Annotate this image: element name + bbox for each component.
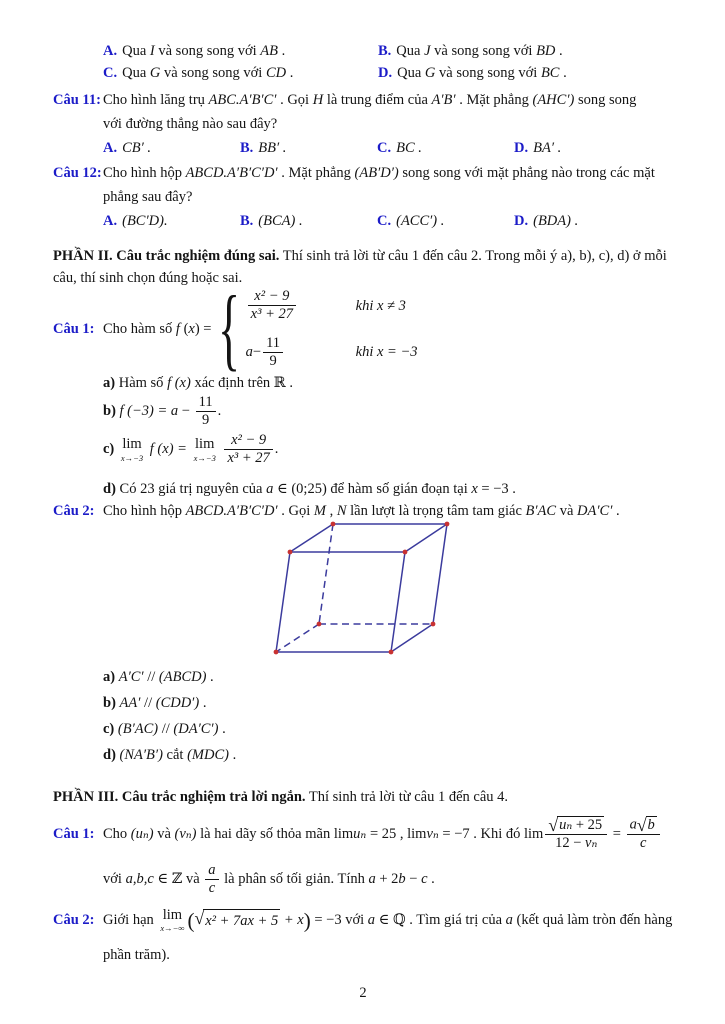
- text-segment: (B′AC): [117, 721, 159, 737]
- text-segment: c: [208, 880, 216, 897]
- text-segment: Hàm số: [115, 375, 168, 391]
- text-segment: . Mặt phẳng: [277, 165, 355, 181]
- statement-c: [103, 432, 723, 468]
- option-text: [122, 43, 285, 59]
- option-letter: D.: [514, 213, 529, 229]
- fraction: [224, 432, 272, 468]
- option-letter: A.: [103, 43, 118, 59]
- question-intro-text: [103, 318, 211, 340]
- text-segment: a): [103, 669, 116, 685]
- text-segment: BD: [536, 43, 556, 59]
- part3-question-2: [53, 898, 673, 942]
- question-text-line: [103, 908, 673, 933]
- text-segment: Cho hình lăng trụ: [103, 92, 209, 108]
- text-segment: b: [398, 871, 406, 888]
- piecewise-case: [246, 335, 418, 371]
- text-segment: a: [208, 862, 216, 878]
- text-segment: f: [175, 321, 180, 337]
- question-body: [103, 277, 673, 380]
- text-segment: c): [103, 441, 115, 458]
- question-text-line: với đường thẳng nào sau đây?: [103, 116, 278, 132]
- text-segment: vₙ: [426, 825, 439, 842]
- option-text: [122, 140, 151, 156]
- statement-d: [103, 478, 723, 500]
- vertex-dot: [331, 522, 336, 527]
- text-segment: ABCD.A′B′C′D′: [185, 503, 278, 519]
- text-segment: BC .: [396, 140, 422, 156]
- case-value: [246, 288, 342, 324]
- text-segment: BA′ .: [533, 140, 562, 156]
- option-a: [103, 136, 240, 160]
- text-segment: 11: [266, 334, 281, 351]
- answer-options-row: [103, 62, 723, 84]
- piecewise-cases: [246, 288, 418, 371]
- text-segment: Có 23 giá trị nguyên của: [115, 481, 267, 497]
- text-segment: + 25: [572, 816, 603, 833]
- statement-b: [103, 394, 723, 430]
- text-segment: và: [556, 503, 578, 519]
- vertex-dot: [389, 650, 394, 655]
- piecewise-brace: {: [218, 277, 241, 380]
- text-segment: −: [178, 403, 194, 420]
- text-segment: Cho hình hộp: [103, 503, 186, 519]
- text-segment: c: [639, 835, 647, 852]
- solid-edges: [276, 524, 447, 652]
- text-segment: song song với mặt phẳng nào trong các mặt: [398, 165, 655, 181]
- question-text-line: phần trăm).: [103, 947, 170, 963]
- question-text-line: phẳng sau đây?: [103, 189, 193, 205]
- text-segment: a: [629, 816, 637, 833]
- parallelepiped-svg: [268, 516, 460, 664]
- text-segment: uₙ: [353, 825, 367, 842]
- option-letter: D.: [378, 65, 393, 81]
- text-segment: x² − 9: [254, 287, 290, 304]
- text-segment: song song: [574, 92, 637, 108]
- question-body: [103, 161, 673, 233]
- limit-operator: lim x→−∞: [160, 906, 185, 933]
- question-12: [53, 161, 673, 233]
- statement-d: [103, 744, 723, 766]
- text-segment: BC: [540, 65, 560, 81]
- text-segment: (MDC): [187, 747, 229, 763]
- text-segment: x³ + 27: [250, 306, 293, 323]
- question-text-line: [103, 161, 673, 185]
- text-segment: (DA′C′): [173, 721, 219, 737]
- text-segment: với: [103, 871, 126, 888]
- option-letter: B.: [240, 213, 254, 229]
- text-segment: a: [367, 911, 376, 928]
- part3-question-1: [53, 808, 673, 860]
- text-segment: = −3 .: [477, 481, 516, 497]
- text-segment: là trung điểm của: [323, 92, 432, 108]
- text-segment: a): [103, 375, 116, 391]
- option-text: [258, 140, 286, 156]
- question-label: Câu 1:: [53, 826, 95, 842]
- text-segment: PHẦN II. Câu trắc nghiệm đúng sai.: [53, 248, 280, 264]
- option-text: [396, 213, 444, 229]
- text-segment: (BDA) .: [533, 213, 579, 229]
- text-segment: .: [218, 721, 226, 737]
- text-segment: d): [103, 481, 116, 497]
- text-segment: xác định trên ℝ .: [190, 375, 294, 391]
- text-segment: (vₙ): [174, 825, 197, 842]
- option-letter: D.: [514, 140, 529, 156]
- text-segment: b): [103, 403, 116, 420]
- text-segment: là hai dãy số thỏa mãn lim: [196, 825, 354, 842]
- text-segment: (uₙ): [130, 825, 154, 842]
- question-body: [103, 88, 673, 160]
- text-segment: b: [647, 816, 655, 833]
- text-segment: (BCA) .: [258, 213, 303, 229]
- square-root: √ uₙ + 25: [548, 814, 603, 835]
- text-segment: uₙ: [559, 816, 573, 833]
- text-segment: ) =: [194, 321, 212, 337]
- text-segment: + 2: [375, 871, 399, 888]
- text-segment: Qua: [397, 65, 425, 81]
- text-segment: AA′: [119, 695, 141, 711]
- option-letter: B.: [240, 140, 254, 156]
- text-segment: lần lượt là trọng tâm tam giác: [346, 503, 526, 519]
- question-label: Câu 2:: [53, 503, 95, 519]
- text-segment: Thí sinh trả lời từ câu 1 đến câu 4.: [305, 789, 509, 805]
- text-segment: Cho hàm số: [103, 321, 176, 337]
- text-segment: b): [103, 695, 116, 711]
- text-segment: a: [245, 344, 253, 361]
- text-segment: x² − 9: [231, 432, 267, 448]
- text-segment: (AHC′): [532, 92, 575, 108]
- text-segment: [219, 441, 223, 457]
- section-header-line: câu, thí sinh chọn đúng hoặc sai.: [53, 270, 243, 286]
- text-segment: = 25 , lim: [366, 825, 427, 842]
- text-segment: d): [103, 747, 116, 763]
- text-segment: Qua: [396, 43, 425, 59]
- section-header-line: [53, 245, 673, 267]
- text-segment: . Gọi: [276, 92, 313, 108]
- option-text: [258, 213, 302, 229]
- text-segment: x: [471, 481, 478, 497]
- option-b: [378, 40, 723, 62]
- option-letter: C.: [377, 140, 392, 156]
- vertex-dot: [445, 522, 450, 527]
- answer-options-row: [103, 209, 673, 233]
- vertex-dot: [288, 550, 293, 555]
- option-text: [397, 65, 567, 81]
- text-segment: vₙ: [585, 835, 598, 852]
- fraction: [196, 394, 216, 430]
- text-segment: và: [153, 825, 175, 842]
- text-segment: a: [505, 911, 513, 928]
- text-segment: −: [252, 344, 262, 361]
- text-segment: .: [427, 871, 435, 888]
- text-segment: f (x) =: [146, 441, 191, 458]
- vertex-dot: [431, 622, 436, 627]
- text-segment: .: [217, 403, 222, 420]
- statement-a: [103, 372, 723, 394]
- text-segment: và song song với: [154, 43, 261, 59]
- option-letter: C.: [103, 65, 118, 81]
- answer-options-row: [103, 136, 673, 160]
- text-segment: PHẦN III. Câu trắc nghiệm trả lời ngắn.: [53, 789, 306, 805]
- text-segment: x³ + 27: [227, 450, 270, 467]
- text-segment: ,: [325, 503, 337, 519]
- text-segment: và song song với: [435, 65, 541, 81]
- text-segment: B′AC: [525, 503, 557, 519]
- fraction: [205, 862, 218, 898]
- text-segment: .: [228, 747, 237, 763]
- text-segment: + x: [280, 911, 304, 928]
- vertex-dot: [403, 550, 408, 555]
- text-segment: x² + 7ax + 5: [205, 912, 279, 929]
- text-segment: ABC.A′B′C′: [208, 92, 277, 108]
- limit-operator: lim x→−3: [193, 436, 216, 463]
- fraction: [627, 816, 660, 853]
- text-segment: A′C′: [118, 669, 144, 685]
- option-d: [514, 209, 673, 233]
- option-letter: A.: [103, 213, 118, 229]
- text-segment: . Gọi: [277, 503, 314, 519]
- text-segment: Qua: [122, 43, 150, 59]
- text-segment: −: [405, 871, 422, 888]
- text-segment: [114, 441, 118, 457]
- statement-a: [103, 666, 723, 688]
- text-segment: (CDD′): [155, 695, 200, 711]
- text-segment: ABCD.A′B′C′D′: [185, 165, 278, 181]
- text-segment: a: [266, 481, 274, 497]
- text-segment: CB′ .: [122, 140, 152, 156]
- question-label: Câu 12:: [53, 165, 102, 181]
- text-segment: 12 −: [555, 835, 586, 852]
- text-segment: H: [312, 92, 324, 108]
- option-b: [240, 209, 377, 233]
- case-value: [246, 335, 342, 371]
- text-segment: Cho: [103, 825, 131, 842]
- option-letter: C.: [377, 213, 392, 229]
- text-segment: .: [278, 43, 286, 59]
- question-label: Câu 1:: [53, 321, 95, 337]
- text-segment: //: [143, 669, 159, 685]
- text-segment: Qua: [122, 65, 150, 81]
- text-segment: 9: [201, 412, 210, 429]
- text-segment: a: [368, 871, 376, 888]
- vertex-dot: [317, 622, 322, 627]
- text-segment: DA′C′: [577, 503, 613, 519]
- option-a: [103, 40, 378, 62]
- statement-b: [103, 692, 723, 714]
- question-text-line: [103, 862, 723, 898]
- text-segment: Cho hình hộp: [103, 165, 186, 181]
- option-b: [240, 136, 377, 160]
- option-text: [122, 65, 293, 81]
- text-segment: cắt: [162, 747, 188, 763]
- question-text-line: [103, 816, 673, 853]
- text-segment: .: [206, 669, 214, 685]
- text-segment: (NA′B′): [119, 747, 163, 763]
- text-segment: I: [149, 43, 155, 59]
- text-segment: (ABCD): [158, 669, 207, 685]
- option-c: [103, 62, 378, 84]
- text-segment: G: [149, 65, 161, 81]
- option-text: [396, 43, 562, 59]
- option-text: [396, 140, 422, 156]
- question-label: Câu 2:: [53, 912, 95, 928]
- text-segment: f (−3) = a: [119, 403, 179, 420]
- text-segment: //: [140, 695, 156, 711]
- option-d: [514, 136, 673, 160]
- text-segment: //: [158, 721, 174, 737]
- text-segment: M: [313, 503, 326, 519]
- text-segment: .: [199, 695, 207, 711]
- text-segment: Thí sinh trả lời từ câu 1 đến câu 2. Trong mỗi ý a), b), c), d) ở mỗi: [279, 248, 667, 264]
- case-condition: [356, 295, 406, 317]
- text-segment: và song song với: [160, 65, 266, 81]
- text-segment: BB′ .: [258, 140, 287, 156]
- text-segment: (: [187, 908, 195, 933]
- text-segment: CD: [265, 65, 287, 81]
- answer-options-row: [103, 40, 723, 62]
- text-segment: là phân số tối giản. Tính: [220, 871, 369, 888]
- option-text: [533, 140, 561, 156]
- section-2-header: [53, 245, 673, 289]
- text-segment: c: [421, 871, 428, 888]
- text-segment: . Mặt phẳng: [455, 92, 533, 108]
- text-segment: (kết quả làm tròn đến hàng: [512, 911, 673, 928]
- option-letter: A.: [103, 140, 118, 156]
- text-segment: (ACC′) .: [396, 213, 445, 229]
- text-segment: a,b,c: [125, 871, 154, 888]
- text-segment: (: [179, 321, 189, 337]
- text-segment: x: [188, 321, 195, 337]
- option-c: [377, 209, 514, 233]
- piecewise-case: [246, 288, 418, 324]
- square-root: √ b: [636, 814, 655, 835]
- text-segment: Giới hạn: [103, 911, 158, 928]
- section-3-header: [53, 786, 673, 808]
- statement-c: [103, 718, 723, 740]
- text-segment: = −3 với: [310, 911, 368, 928]
- square-root: √ x² + 7ax + 5: [194, 909, 280, 932]
- text-segment: .: [612, 503, 620, 519]
- text-segment: =: [609, 825, 625, 842]
- question-text-line: [103, 88, 673, 112]
- text-segment: (AB′D′): [354, 165, 399, 181]
- hidden-edges: [276, 524, 433, 652]
- text-segment: G: [424, 65, 436, 81]
- text-segment: và song song với: [430, 43, 537, 59]
- option-text: [122, 213, 167, 229]
- text-segment: ): [303, 908, 311, 933]
- text-segment: khi x = −3: [355, 344, 418, 361]
- text-segment: ∈ ℤ và: [153, 871, 204, 888]
- option-a: [103, 209, 240, 233]
- text-segment: .: [274, 441, 279, 458]
- page-content: [53, 0, 673, 1024]
- limit-operator: lim x→−3: [120, 436, 144, 463]
- text-segment: c): [103, 721, 115, 737]
- text-segment: (BC′D).: [122, 213, 168, 229]
- vertex-dot: [274, 650, 279, 655]
- text-segment: khi x ≠ 3: [355, 297, 406, 314]
- option-d: [378, 62, 723, 84]
- text-segment: = −7 . Khi đó lim: [438, 825, 544, 842]
- text-segment: ∈ (0;25) để hàm số gián đoạn tại: [273, 481, 472, 497]
- option-letter: B.: [378, 43, 392, 59]
- text-segment: J: [424, 43, 431, 59]
- fraction: [545, 816, 607, 853]
- text-segment: 9: [269, 352, 277, 369]
- page-number: 2: [359, 985, 367, 1001]
- text-segment: AB: [260, 43, 279, 59]
- question-11: [53, 88, 673, 160]
- option-c: [377, 136, 514, 160]
- text-segment: A′B′: [431, 92, 456, 108]
- text-segment: 11: [198, 394, 213, 410]
- text-segment: f (x): [167, 375, 191, 391]
- option-text: [533, 213, 578, 229]
- text-segment: .: [286, 65, 294, 81]
- question-label: Câu 11:: [53, 92, 101, 108]
- fraction: [263, 335, 283, 371]
- parallelepiped-figure: [268, 516, 460, 671]
- text-segment: N: [336, 503, 347, 519]
- text-segment: ∈ ℚ . Tìm giá trị của: [375, 911, 506, 928]
- case-condition: [356, 341, 418, 363]
- text-segment: .: [555, 43, 563, 59]
- text-segment: .: [559, 65, 567, 81]
- fraction: [248, 288, 296, 324]
- vertex-dots: [274, 522, 450, 655]
